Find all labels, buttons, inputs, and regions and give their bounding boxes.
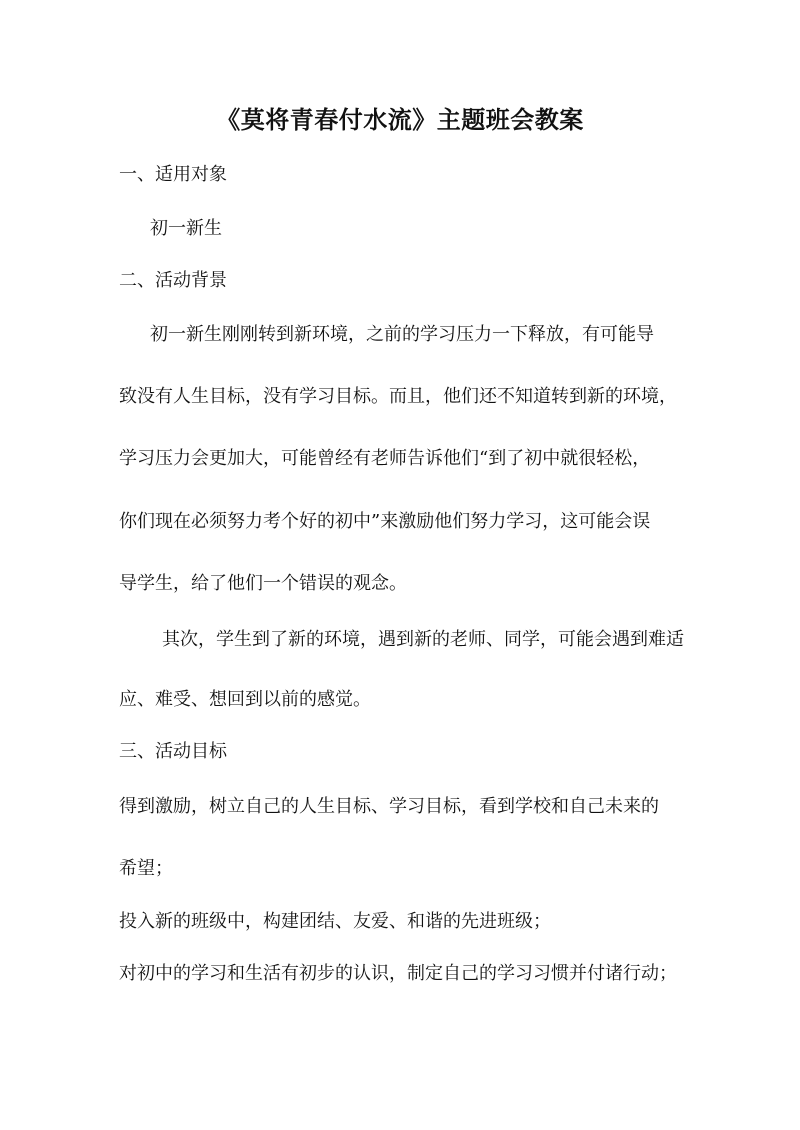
- target-text: 初一新生: [150, 218, 222, 239]
- background-paragraph-line: 初一新生刚刚转到新环境，之前的学习压力一下释放，有可能导: [150, 324, 654, 345]
- background-paragraph-line: 你们现在必须努力考个好的初中”来激励他们努力学习，这可能会误: [119, 511, 651, 532]
- goal-line: 希望；: [119, 858, 173, 879]
- background-paragraph-line: 导学生，给了他们一个错误的观念。: [119, 573, 407, 594]
- section-heading-goals: 三、活动目标: [119, 741, 227, 762]
- section-heading-target: 一、适用对象: [119, 164, 227, 185]
- goal-line: 对初中的学习和生活有初步的认识，制定自己的学习习惯并付诸行动；: [119, 963, 677, 984]
- background-paragraph-line: 学习压力会更加大，可能曾经有老师告诉他们“到了初中就很轻松，: [119, 448, 651, 469]
- background-paragraph-line: 其次，学生到了新的环境，遇到新的老师、同学，可能会遇到难适: [162, 629, 684, 650]
- section-heading-background: 二、活动背景: [119, 270, 227, 291]
- goal-line: 投入新的班级中，构建团结、友爱、和谐的先进班级；: [119, 911, 551, 932]
- background-paragraph-line: 致没有人生目标，没有学习目标。而且，他们还不知道转到新的环境，: [119, 386, 677, 407]
- background-paragraph-line: 应、难受、想回到以前的感觉。: [119, 689, 371, 710]
- document-title: 《莫将青春付水流》主题班会教案: [216, 105, 584, 134]
- goal-line: 得到激励，树立自己的人生目标、学习目标，看到学校和自己未来的: [119, 796, 659, 817]
